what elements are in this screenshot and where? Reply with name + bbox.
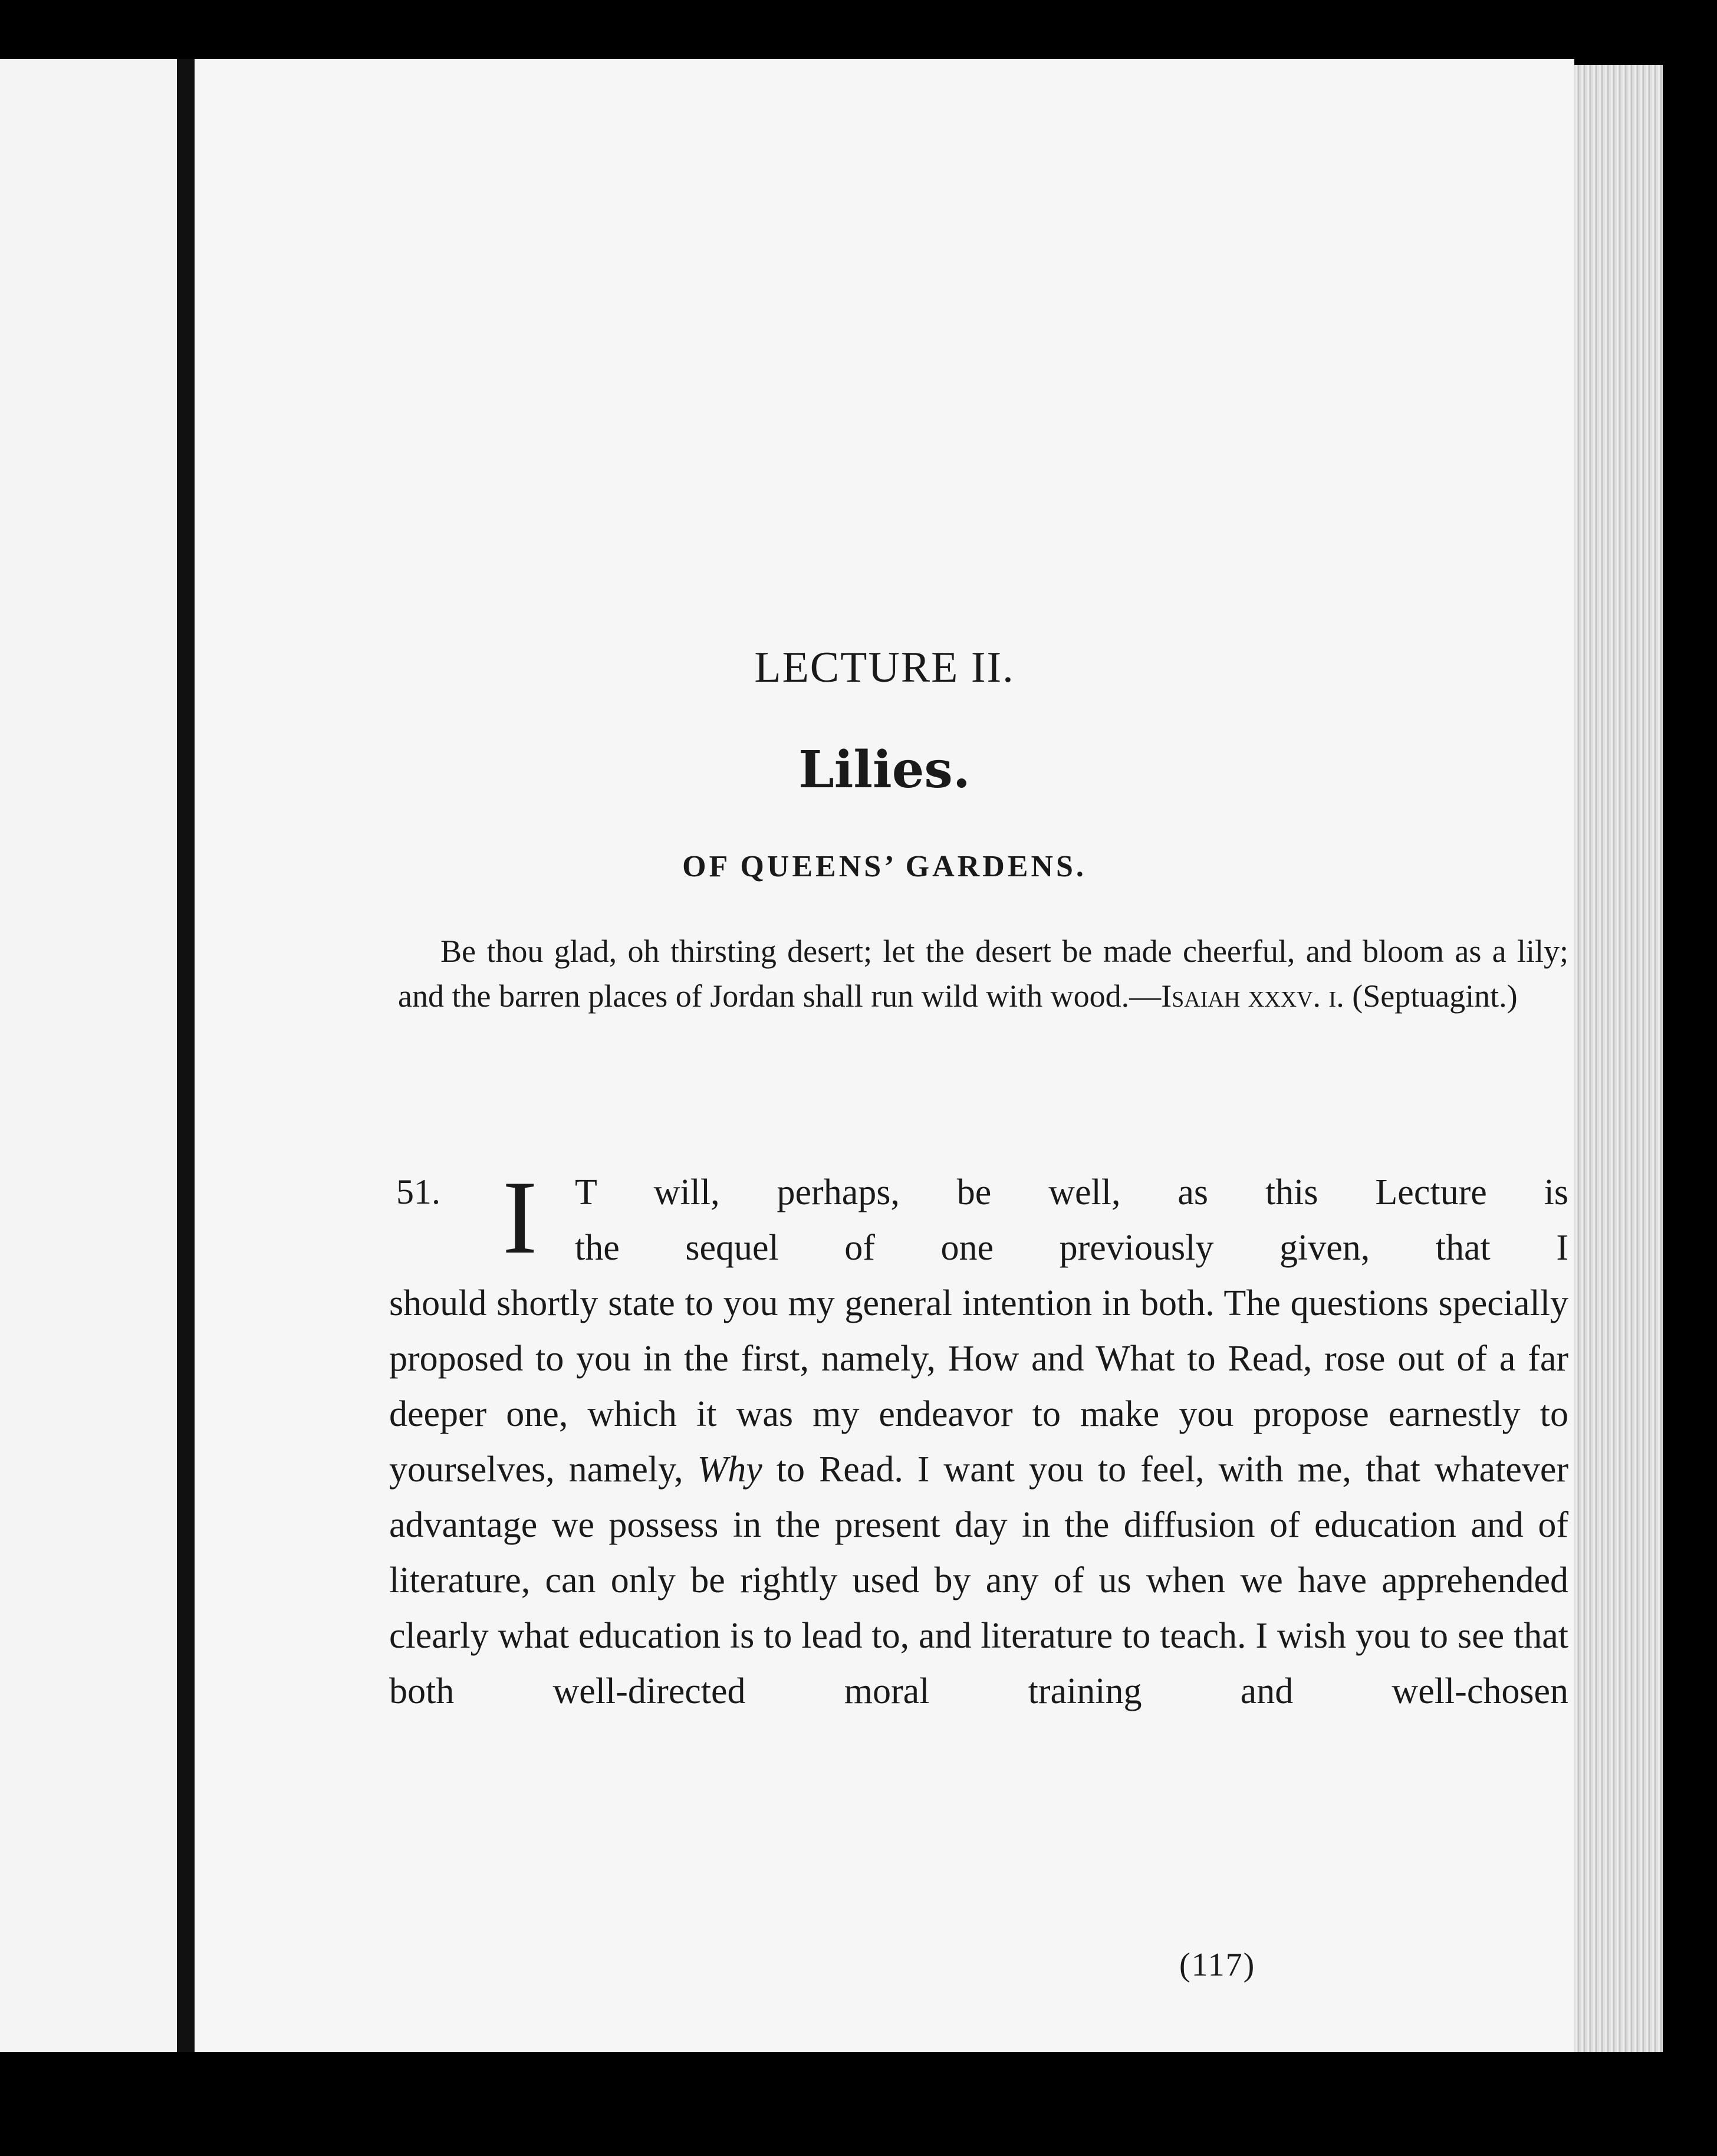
lecture-heading: LECTURE II. <box>754 643 1015 692</box>
text-line-1: T will, perhaps, be well, as this Lecture is <box>575 1172 1568 1212</box>
italic-word: Why <box>697 1450 762 1490</box>
section-title: OF QUEENS’ GARDENS. <box>682 850 1087 883</box>
epigraph-text: Be thou glad, oh thirsting desert; let the desert be made cheerful, and bloom as a lily; and the barren places of Jordan shall run wild with wood.— <box>398 934 1568 1014</box>
epigraph <box>398 929 1568 1018</box>
page-number: (117) <box>1179 1947 1256 1983</box>
text-line-2: the sequel of one previously given, that I <box>575 1228 1568 1268</box>
book-page <box>195 59 1574 2052</box>
paragraph-number: 51. <box>396 1172 440 1211</box>
lecture-subtitle: Lilies. <box>798 740 971 800</box>
paragraph-body <box>389 1276 1568 1719</box>
epigraph-source: Isaiah xxxv. i. <box>1161 978 1344 1014</box>
indented-lines <box>575 1165 1568 1276</box>
drop-cap: I <box>502 1159 538 1276</box>
left-page-edge <box>0 59 177 2052</box>
page-edges <box>1574 65 1663 2052</box>
epigraph-note: (Septuagint.) <box>1352 978 1518 1014</box>
paragraph-text-b: to Read. I want you to feel, with me, that whatever advantage we possess in the present day in the diffusion of education and of literature, can only be rightly used by any of us when we have apprehended clearly what education is to lead to, and literature to teach. I wish you to see that both well-directed moral training and well-chosen <box>389 1450 1569 1711</box>
paragraph-text-a: should shortly state to you my general intention in both. The questions specially proposed to you in the first, namely, How and What to Read, rose out of a far deeper one, which it was my endeavor to make you propose earnestly to yourselves, namely, <box>389 1283 1568 1490</box>
body-paragraph <box>389 1159 1569 1719</box>
book-spine <box>177 59 195 2052</box>
